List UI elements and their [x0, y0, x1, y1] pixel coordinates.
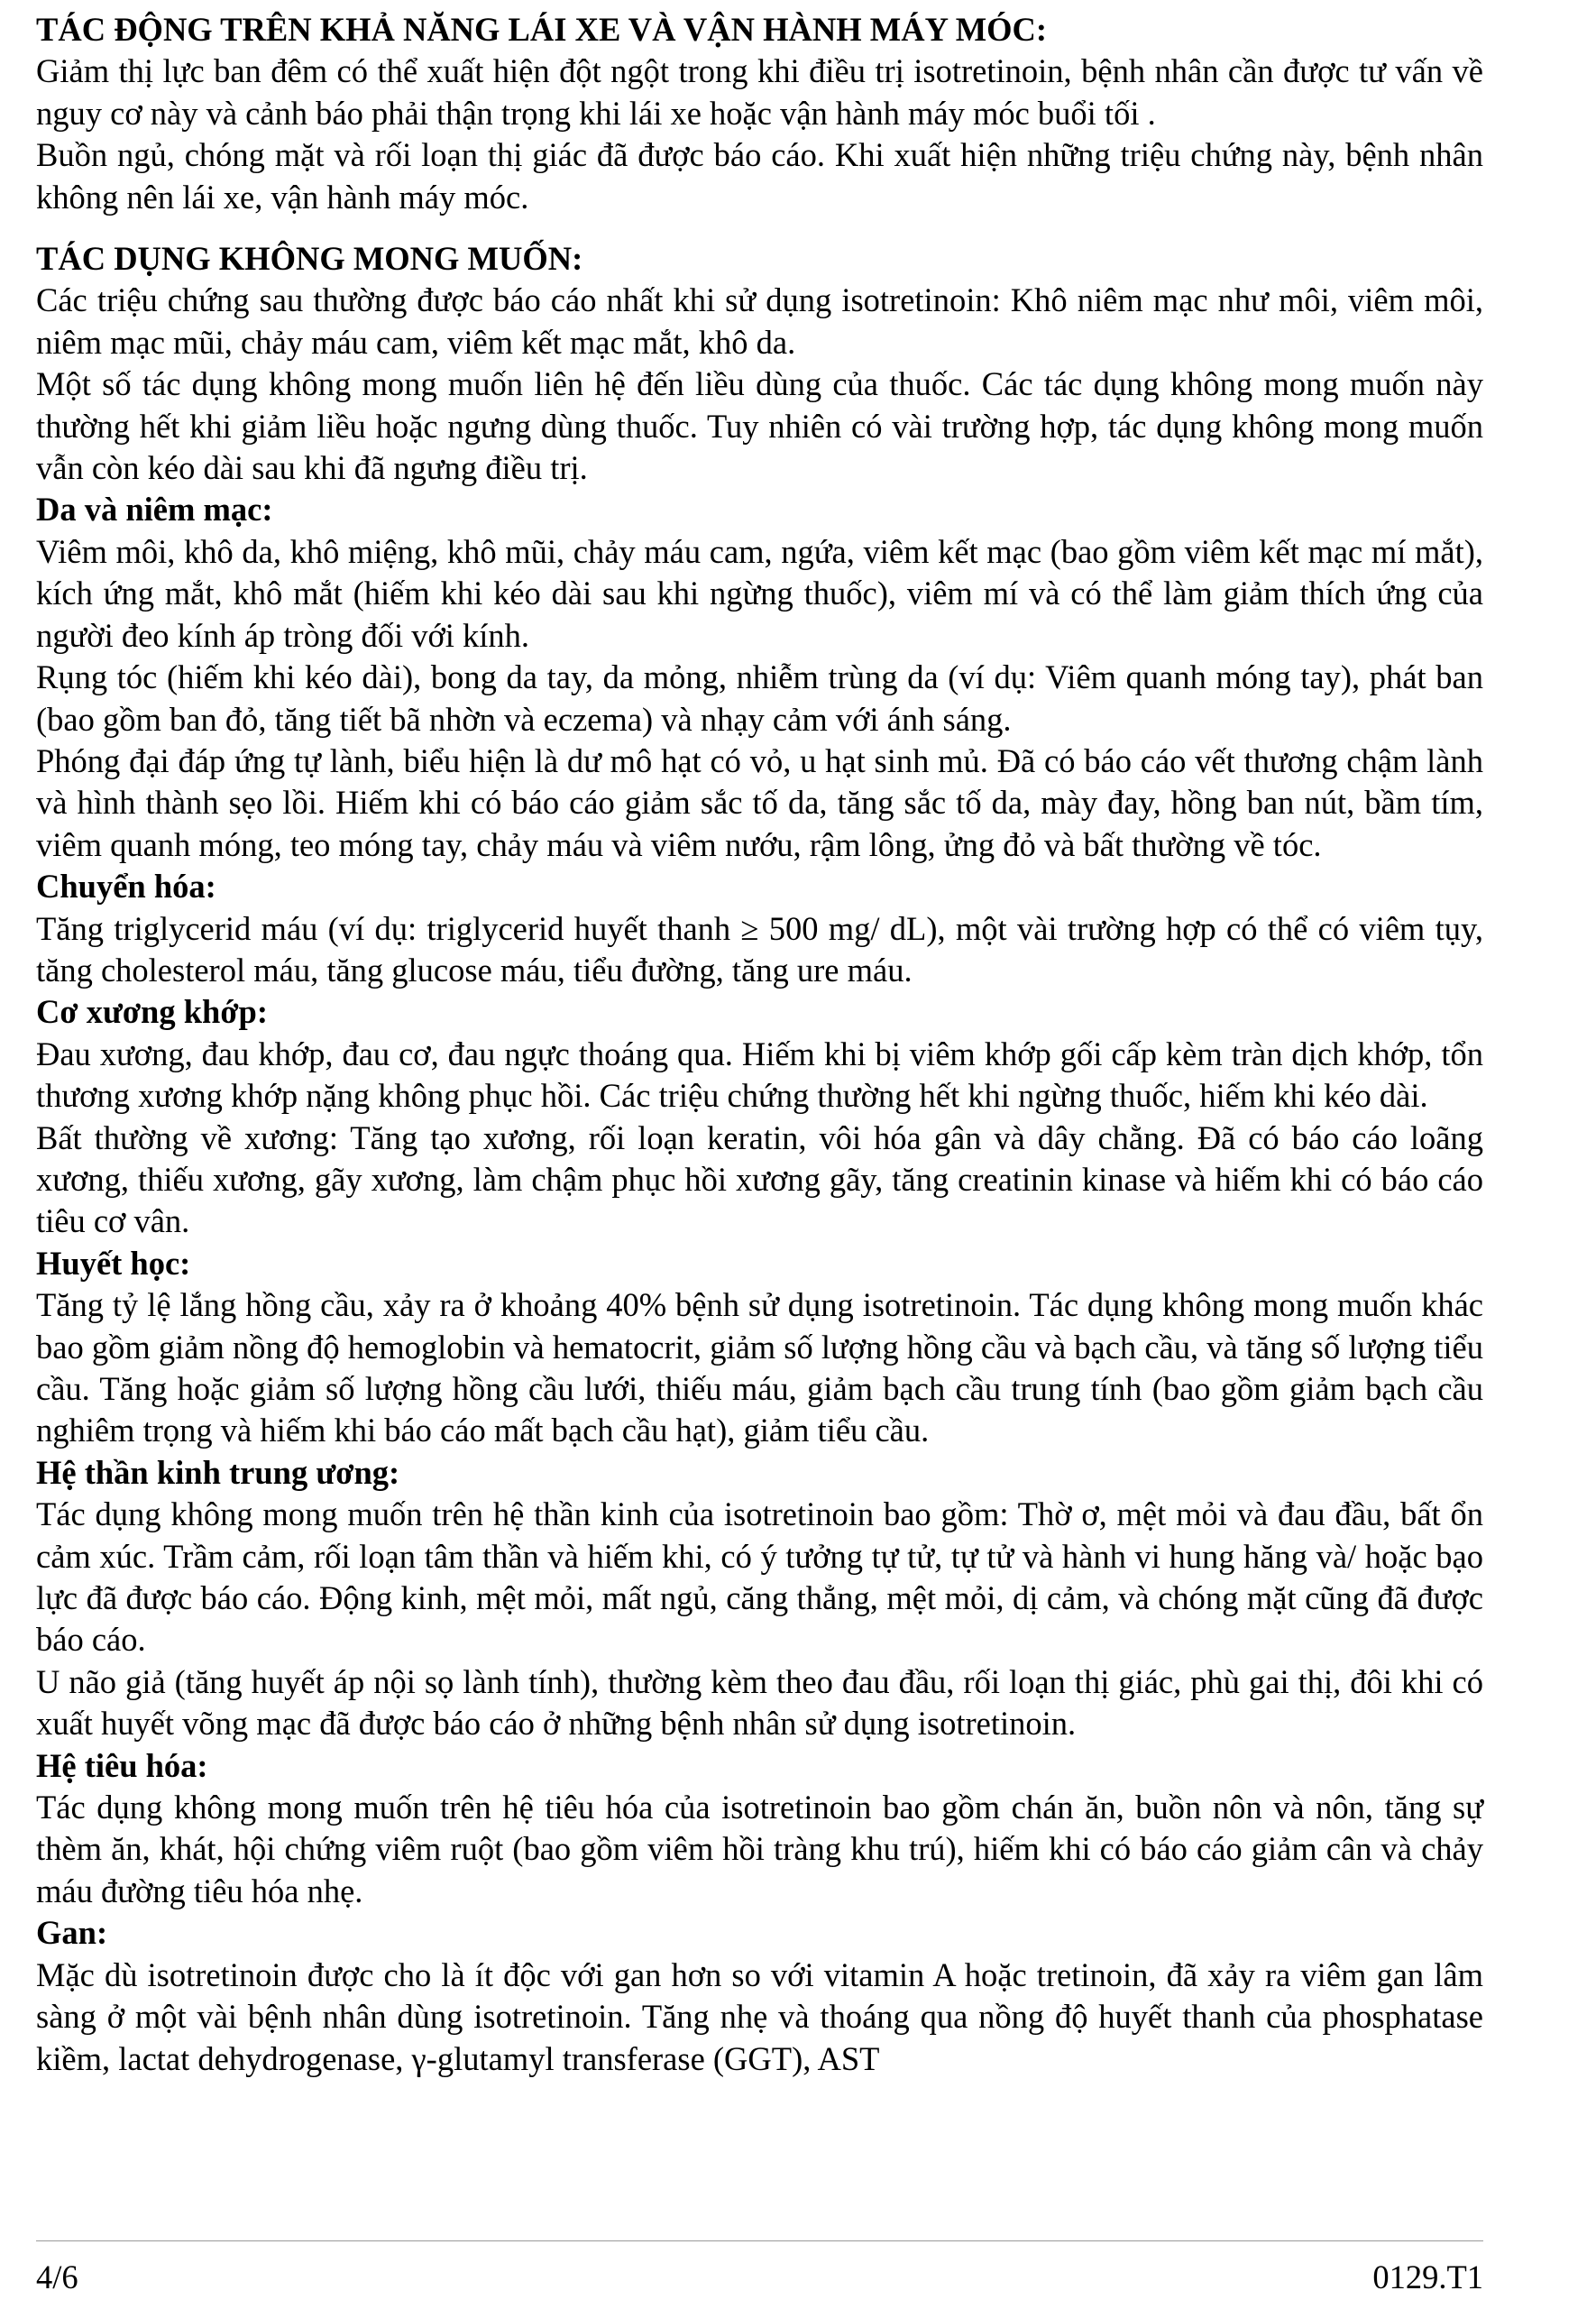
section-heading-adverse-effects: TÁC DỤNG KHÔNG MONG MUỐN: [36, 240, 583, 278]
paragraph: Đau xương, đau khớp, đau cơ, đau ngực thoáng qua. Hiếm khi bị viêm khớp gối cấp kèm tràn dịch khớp, tổn thương xương khớp nặng không phục hồi. Các triệu chứng thường hết khi ngừng thuốc, hiếm khi kéo dài. [36, 1035, 1483, 1115]
document-body [36, 9, 1483, 2080]
paragraph: Rụng tóc (hiếm khi kéo dài), bong da tay, da mỏng, nhiễm trùng da (ví dụ: Viêm quanh móng tay), phát ban (bao gồm ban đỏ, tăng tiết bã nhờn và eczema) và nhạy cảm với ánh sáng. [36, 658, 1483, 738]
page-footer [36, 2258, 1483, 2296]
paragraph: Các triệu chứng sau thường được báo cáo nhất khi sử dụng isotretinoin: Khô niêm mạc như môi, viêm môi, niêm mạc mũi, chảy máu cam, viêm kết mạc mắt, khô da. [36, 281, 1483, 361]
section-heading-driving: TÁC ĐỘNG TRÊN KHẢ NĂNG LÁI XE VÀ VẬN HÀNH MÁY MÓC: [36, 11, 1048, 48]
subheading-musculoskeletal: Cơ xương khớp: [36, 993, 268, 1031]
subheading-skin-mucosa: Da và niêm mạc: [36, 491, 273, 529]
subheading-metabolism: Chuyển hóa: [36, 868, 216, 906]
paragraph: Tăng tỷ lệ lắng hồng cầu, xảy ra ở khoảng 40% bệnh sử dụng isotretinoin. Tác dụng không mong muốn khác bao gồm giảm nồng độ hemoglobin và hematocrit, giảm số lượng hồng cầu và bạch cầu, và tăng số lượng tiểu cầu. Tăng hoặc giảm số lượng hồng cầu lưới, thiếu máu, giảm bạch cầu trung tính (bao gồm giảm bạch cầu nghiêm trọng và hiếm khi báo cáo mất bạch cầu hạt), giảm tiểu cầu. [36, 1286, 1483, 1449]
document-code: 0129.T1 [1372, 2258, 1483, 2295]
paragraph: Phóng đại đáp ứng tự lành, biểu hiện là dư mô hạt có vỏ, u hạt sinh mủ. Đã có báo cáo vết thương chậm lành và hình thành sẹo lồi. Hiếm khi có báo cáo giảm sắc tố da, tăng sắc tố da, mày đay, hồng ban nút, bầm tím, viêm quanh móng, teo móng tay, chảy máu và viêm nướu, rậm lông, ửng đỏ và bất thường về tóc. [36, 741, 1483, 863]
paragraph: Một số tác dụng không mong muốn liên hệ đến liều dùng của thuốc. Các tác dụng không mong muốn này thường hết khi giảm liều hoặc ngưng dùng thuốc. Tuy nhiên có vài trường hợp, tác dụng không mong muốn vẫn còn kéo dài sau khi đã ngưng điều trị. [36, 365, 1483, 487]
paragraph: U não giả (tăng huyết áp nội sọ lành tính), thường kèm theo đau đầu, rối loạn thị giác, phù gai thị, đôi khi có xuất huyết võng mạc đã được báo cáo ở những bệnh nhân sử dụng isotretinoin. [36, 1662, 1483, 1743]
page-number: 4/6 [36, 2258, 78, 2295]
paragraph: Buồn ngủ, chóng mặt và rối loạn thị giác đã được báo cáo. Khi xuất hiện những triệu chứng này, bệnh nhân không nên lái xe, vận hành máy móc. [36, 136, 1483, 216]
footer-divider [36, 2240, 1483, 2241]
subheading-digestive: Hệ tiêu hóa: [36, 1746, 208, 1784]
paragraph: Viêm môi, khô da, khô miệng, khô mũi, chảy máu cam, ngứa, viêm kết mạc (bao gồm viêm kết mạc mí mắt), kích ứng mắt, khô mắt (hiếm khi kéo dài sau khi ngừng thuốc), viêm mí và có thể làm giảm thích ứng của người đeo kính áp tròng đối với kính. [36, 532, 1483, 654]
subheading-cns: Hệ thần kinh trung ương: [36, 1453, 400, 1491]
paragraph: Tác dụng không mong muốn trên hệ thần kinh của isotretinoin bao gồm: Thờ ơ, mệt mỏi và đau đầu, bất ổn cảm xúc. Trầm cảm, rối loạn tâm thần và hiếm khi, có ý tưởng tự tử, tự tử và hành vi hung hăng và/ hoặc bạo lực đã được báo cáo. Động kinh, mệt mỏi, mất ngủ, căng thẳng, mệt mỏi, dị cảm, và chóng mặt cũng đã được báo cáo. [36, 1495, 1483, 1659]
paragraph: Mặc dù isotretinoin được cho là ít độc với gan hơn so với vitamin A hoặc tretinoin, đã xảy ra viêm gan lâm sàng ở một vài bệnh nhân dùng isotretinoin. Tăng nhẹ và thoáng qua nồng độ huyết thanh của phosphatase kiềm, lactat dehydrogenase, γ-glutamyl transferase (GGT), AST [36, 1955, 1483, 2077]
subheading-hematology: Huyết học: [36, 1244, 191, 1282]
paragraph: Tăng triglycerid máu (ví dụ: triglycerid huyết thanh ≥ 500 mg/ dL), một vài trường hợp có thể có viêm tụy, tăng cholesterol máu, tăng glucose máu, tiểu đường, tăng ure máu. [36, 909, 1483, 989]
paragraph: Bất thường về xương: Tăng tạo xương, rối loạn keratin, vôi hóa gân và dây chằng. Đã có báo cáo loãng xương, thiếu xương, gãy xương, làm chậm phục hồi xương gãy, tăng creatinin kinase và hiếm khi có báo cáo tiêu cơ vân. [36, 1118, 1483, 1240]
paragraph: Tác dụng không mong muốn trên hệ tiêu hóa của isotretinoin bao gồm chán ăn, buồn nôn và nôn, tăng sự thèm ăn, khát, hội chứng viêm ruột (bao gồm viêm hồi tràng khu trú), hiếm khi có báo cáo giảm cân và chảy máu đường tiêu hóa nhẹ. [36, 1789, 1483, 1909]
paragraph: Giảm thị lực ban đêm có thể xuất hiện đột ngột trong khi điều trị isotretinoin, bệnh nhân cần được tư vấn về nguy cơ này và cảnh báo phải thận trọng khi lái xe hoặc vận hành máy móc buổi tối . [36, 52, 1483, 132]
subheading-liver: Gan: [36, 1914, 108, 1952]
